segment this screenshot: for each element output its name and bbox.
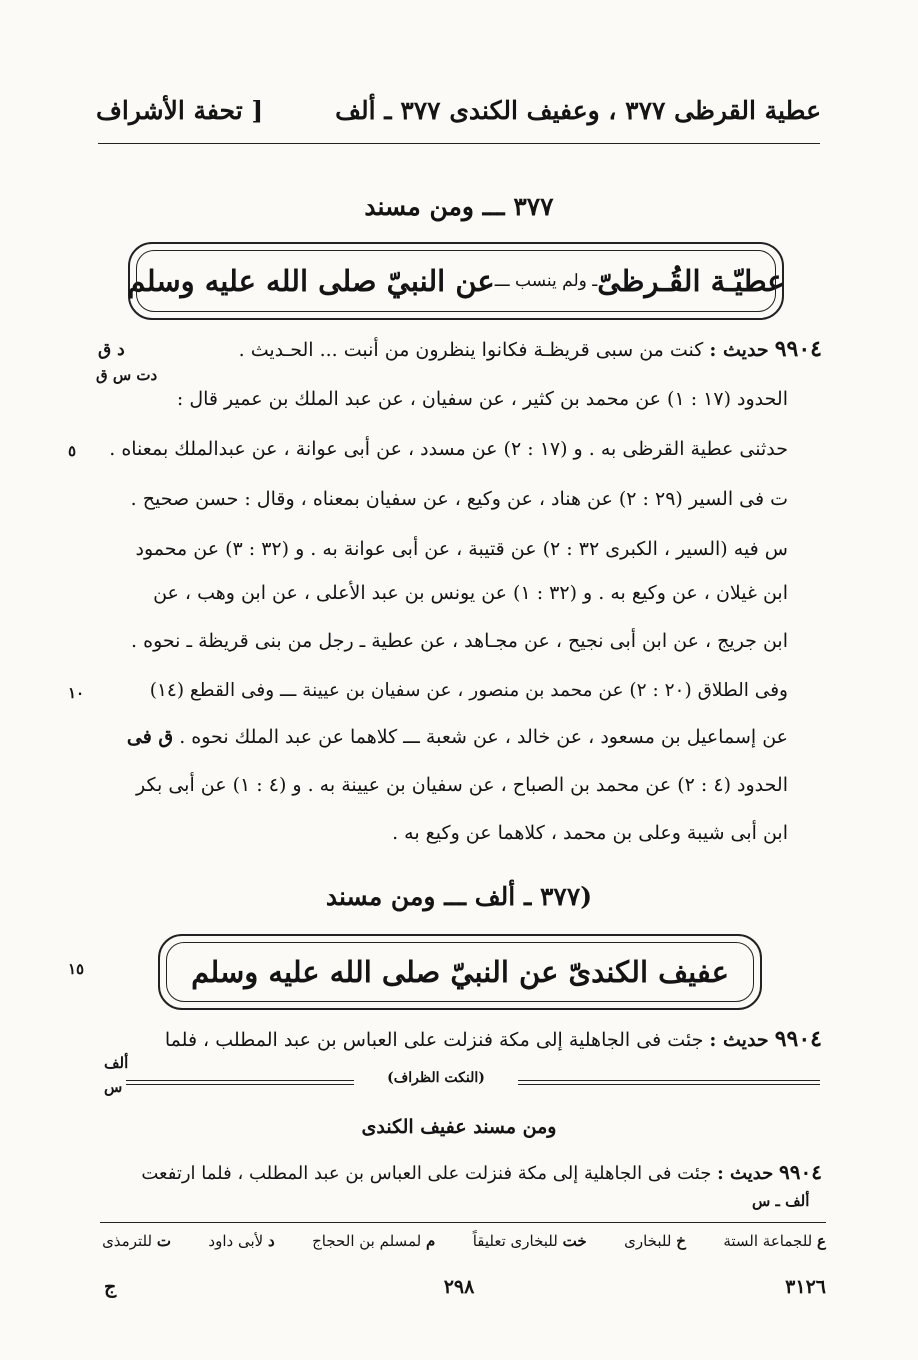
hadith-line bbox=[182, 336, 822, 362]
sigla: ألف bbox=[104, 1054, 129, 1072]
narrator-name: عطيّـة القُـرظىّ bbox=[597, 264, 785, 298]
legend-item: خ للبخارى bbox=[624, 1232, 686, 1250]
hadith-line: الحدود (٤ : ٢) عن محمد بن الصباح ، عن سفيان بن عيينة به . و (٤ : ١) عن أبى بكر bbox=[136, 774, 788, 796]
hadith-line: ابن جريج ، عن ابن أبى نجيح ، عن مجـاهد ، عن عطية ـ رجل من بنى قريظة ـ نحوه . bbox=[131, 630, 788, 652]
narrator-tail: عن النبيّ صلى الله عليه وسلم bbox=[127, 264, 495, 298]
hadith-label: حديث : bbox=[709, 1029, 769, 1051]
section-heading: (٣٧٧ ـ ألف ـــ ومن مسند bbox=[325, 882, 593, 911]
hadith-line bbox=[98, 1160, 822, 1184]
hadith-text: كنت من سبى قريظـة فكانوا ينظرون من أنبت ... الحـديث . bbox=[238, 339, 704, 361]
hadith-line: حدثنى عطية القرظى به . و (١٧ : ٢) عن مسدد ، عن أبى عوانة ، عن عبدالملك بمعناه . bbox=[109, 438, 788, 460]
margin-number: ١٥ bbox=[68, 960, 85, 978]
margin-number: ٥ bbox=[68, 442, 77, 460]
hadith-line: س فيه (السير ، الكبرى ٣٢ : ٢) عن قتيبة ، عن أبى عوانة به . و (٣٢ : ٣) عن محمود bbox=[135, 538, 788, 560]
hadith-label: حديث : bbox=[709, 339, 769, 361]
sigla-inline: ق فى bbox=[126, 726, 174, 748]
header-rule bbox=[98, 143, 820, 144]
legend-item: د لأبى داود bbox=[208, 1232, 275, 1250]
legend-item: خت للبخارى تعليقاً bbox=[472, 1232, 587, 1250]
running-title: عطية القرظى ٣٧٧ ، وعفيف الكندى ٣٧٧ ـ ألف bbox=[335, 96, 821, 125]
separator-line bbox=[126, 1080, 354, 1081]
hadith-text: جئت فى الجاهلية إلى مكة فنزلت على العباس بن عبد المطلب ، فلما bbox=[164, 1029, 704, 1051]
hadith-number: ٩٩٠٤ bbox=[774, 336, 822, 362]
separator-line bbox=[518, 1080, 820, 1081]
sigla-legend bbox=[102, 1232, 826, 1250]
legend-item: م لمسلم بن الحجاج bbox=[312, 1232, 436, 1250]
hadith-line: ابن غيلان ، عن وكيع به . و (٣٢ : ١) عن يونس بن عبد الأعلى ، عن ابن وهب ، عن bbox=[153, 582, 788, 604]
volume-letter: ج bbox=[104, 1276, 117, 1298]
nukat-heading: ومن مسند عفيف الكندى bbox=[361, 1116, 557, 1138]
hadith-label: حديث : bbox=[717, 1163, 774, 1184]
hadith-line bbox=[164, 1026, 822, 1052]
page-number: ٢٩٨ bbox=[443, 1276, 475, 1298]
hadith-line: ابن أبى شيبة وعلى بن محمد ، كلاهما عن وكيع به . bbox=[392, 822, 788, 844]
legend-rule bbox=[100, 1222, 826, 1223]
legend-item: ت للترمذى bbox=[102, 1232, 171, 1250]
book-title: [ تحفة الأشراف bbox=[96, 96, 264, 125]
hadith-number: ٩٩٠٤ bbox=[779, 1160, 822, 1184]
print-page-number: ٣١٢٦ bbox=[785, 1276, 826, 1298]
narrator-frame bbox=[128, 242, 784, 320]
margin-number: ١٠ bbox=[68, 684, 85, 702]
hadith-line-text: عن إسماعيل بن مسعود ، عن خالد ، عن شعبة ـــ كلاهما عن عبد الملك نحوه . bbox=[179, 726, 788, 748]
hadith-line: وفى الطلاق (٢٠ : ٢) عن محمد بن منصور ، عن سفيان بن عيينة ـــ وفى القطع (١٤) bbox=[149, 680, 788, 701]
narrator-name: عفيف الكندىّ عن النبيّ صلى الله عليه وسلم bbox=[191, 955, 729, 989]
narrator-frame bbox=[158, 934, 762, 1010]
legend-item: ع للجماعة الستة bbox=[723, 1232, 826, 1250]
hadith-line bbox=[126, 726, 788, 748]
sigla: ألف ـ س bbox=[752, 1192, 810, 1210]
sigla: د ق bbox=[98, 340, 125, 360]
section-heading: ٣٧٧ ـــ ومن مسند bbox=[364, 192, 554, 221]
hadith-text: جئت فى الجاهلية إلى مكة فنزلت على العباس بن عبد المطلب ، فلما ارتفعت bbox=[141, 1163, 712, 1184]
hadith-line: الحدود (١٧ : ١) عن محمد بن كثير ، عن سفيان ، عن عبد الملك بن عمير قال : bbox=[176, 388, 788, 410]
sigla-secondary: س bbox=[104, 1078, 123, 1096]
narrator-aside: ـ ولم ينسب ـــ bbox=[494, 271, 598, 291]
nukat-label: (النكت الظراف) bbox=[387, 1070, 485, 1086]
sigla-secondary: دت س ق bbox=[96, 366, 158, 384]
hadith-line: ت فى السير (٢٩ : ٢) عن هناد ، عن وكيع ، عن سفيان بمعناه ، وقال : حسن صحيح . bbox=[130, 488, 788, 510]
hadith-number: ٩٩٠٤ bbox=[774, 1026, 822, 1052]
